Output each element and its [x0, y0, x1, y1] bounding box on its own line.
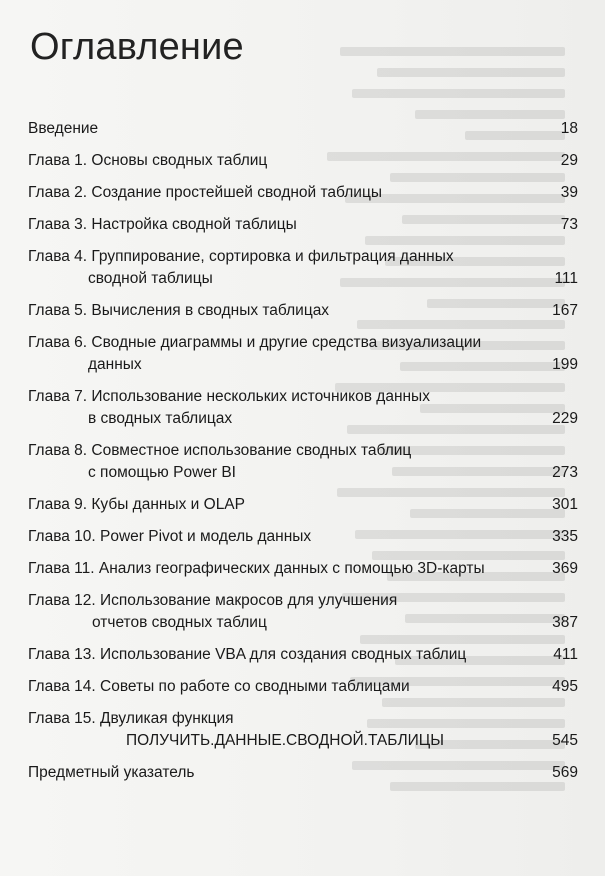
toc-entry[interactable] — [28, 676, 578, 698]
toc-entry-title: Глава 11. Анализ географических данных с помощью 3D-карты — [28, 560, 485, 577]
toc-entry-title: Глава 7. Использование нескольких источников данных — [28, 388, 430, 405]
toc-entry-page: 229 — [552, 410, 578, 427]
table-of-contents — [28, 118, 578, 784]
toc-entry-title: Глава 8. Совместное использование сводных таблиц — [28, 442, 412, 459]
toc-entry-page: 411 — [553, 646, 578, 663]
toc-entry-title: Введение — [28, 120, 99, 137]
toc-entry[interactable] — [28, 246, 578, 290]
toc-entry-title: Глава 10. Power Pivot и модель данных — [28, 528, 312, 545]
toc-entry-title: Глава 6. Сводные диаграммы и другие средства визуализации — [28, 334, 482, 351]
toc-entry-page: 18 — [560, 120, 578, 137]
toc-entry-title: Глава 14. Советы по работе со сводными таблицами — [28, 678, 410, 695]
toc-entry[interactable] — [28, 386, 578, 430]
toc-entry-page: 39 — [560, 184, 578, 201]
toc-entry[interactable] — [28, 762, 578, 784]
toc-entry[interactable] — [28, 150, 578, 172]
toc-entry-page: 301 — [552, 496, 578, 513]
toc-entry-page: 335 — [552, 528, 578, 545]
toc-entry[interactable] — [28, 440, 578, 484]
toc-entry-page: 167 — [552, 302, 578, 319]
toc-entry-page: 569 — [552, 764, 578, 781]
toc-entry-title: Глава 2. Создание простейшей сводной таблицы — [28, 184, 382, 201]
toc-entry-title: Глава 15. Двуликая функция — [28, 710, 234, 727]
toc-entry-title: Глава 12. Использование макросов для улучшения — [28, 592, 398, 609]
toc-entry-title-continued: ПОЛУЧИТЬ.ДАННЫЕ.СВОДНОЙ.ТАБЛИЦЫ — [126, 732, 444, 749]
toc-entry-title: Предметный указатель — [28, 764, 195, 781]
toc-entry-title: Глава 1. Основы сводных таблиц — [28, 152, 268, 169]
toc-entry[interactable] — [28, 590, 578, 634]
toc-entry-page: 29 — [560, 152, 578, 169]
toc-entry-title-continued: в сводных таблицах — [88, 410, 233, 427]
toc-entry[interactable] — [28, 558, 578, 580]
toc-entry[interactable] — [28, 214, 578, 236]
toc-entry-page: 545 — [552, 732, 578, 749]
toc-entry-title: Глава 4. Группирование, сортировка и фильтрация данных — [28, 248, 454, 265]
toc-entry-title-continued: сводной таблицы — [88, 270, 213, 287]
toc-entry-page: 199 — [552, 356, 578, 373]
toc-entry-title: Глава 3. Настройка сводной таблицы — [28, 216, 297, 233]
toc-entry-page: 273 — [552, 464, 578, 481]
toc-entry[interactable] — [28, 300, 578, 322]
toc-entry-page: 495 — [552, 678, 578, 695]
toc-entry-title: Глава 5. Вычисления в сводных таблицах — [28, 302, 330, 319]
toc-entry-page: 73 — [560, 216, 578, 233]
toc-entry[interactable] — [28, 332, 578, 376]
toc-entry-title-continued: данных — [88, 356, 142, 373]
toc-entry[interactable] — [28, 494, 578, 516]
toc-entry[interactable] — [28, 526, 578, 548]
toc-entry-page: 387 — [552, 614, 578, 631]
toc-entry-title-continued: отчетов сводных таблиц — [92, 614, 267, 631]
toc-entry-page: 369 — [552, 560, 578, 577]
toc-entry-title-continued: с помощью Power BI — [88, 464, 236, 481]
toc-entry-title: Глава 13. Использование VBA для создания сводных таблиц — [28, 646, 467, 663]
toc-entry-title: Глава 9. Кубы данных и OLAP — [28, 496, 245, 513]
toc-entry[interactable] — [28, 708, 578, 752]
page-title: Оглавление — [30, 26, 244, 68]
toc-entry[interactable] — [28, 182, 578, 204]
toc-entry-page: 111 — [554, 270, 578, 287]
toc-entry[interactable] — [28, 644, 578, 666]
toc-entry[interactable] — [28, 118, 578, 140]
